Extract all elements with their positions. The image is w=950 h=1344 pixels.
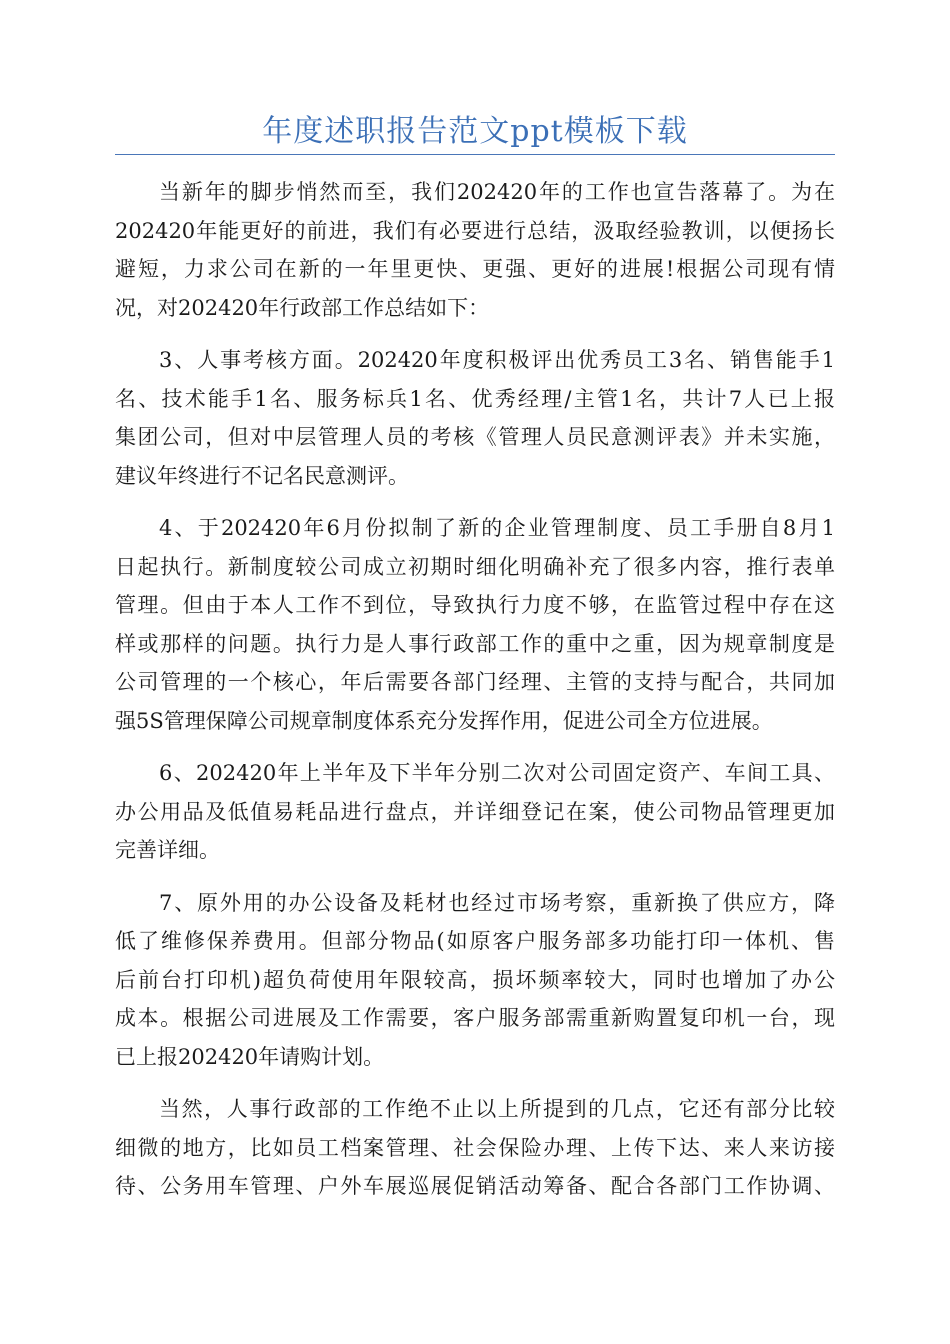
text-line: 7、原外用的办公设备及耗材也经过市场考察，重新换了供应方，降 bbox=[159, 890, 835, 915]
text-line: 公司管理的一个核心，年后需要各部门经理、主管的支持与配合，共同加 bbox=[115, 670, 835, 694]
text-line: 样或那样的问题。执行力是人事行政部工作的重中之重，因为规章制度是 bbox=[115, 631, 835, 656]
text-line: 办公用品及低值易耗品进行盘点，并详细登记在案，使公司物品管理更加 bbox=[115, 799, 835, 824]
text-line: 况，对202420年行政部工作总结如下： bbox=[115, 295, 490, 320]
document-body bbox=[115, 173, 835, 1220]
text-line: 当然，人事行政部的工作绝不止以上所提到的几点，它还有部分比较 bbox=[159, 1097, 835, 1121]
paragraph bbox=[115, 173, 835, 327]
text-line: 建议年终进行不记名民意测评。 bbox=[115, 463, 409, 488]
text-line: 细微的地方，比如员工档案管理、社会保险办理、上传下达、来人来访接 bbox=[115, 1135, 835, 1160]
paragraph bbox=[115, 509, 835, 740]
paragraph bbox=[115, 884, 835, 1077]
text-line: 当新年的脚步悄然而至，我们202420年的工作也宣告落幕了。为在 bbox=[159, 180, 835, 204]
text-line: 避短，力求公司在新的一年里更快、更强、更好的进展!根据公司现有情 bbox=[115, 257, 835, 281]
text-line: 名、技术能手1名、服务标兵1名、优秀经理/主管1名，共计7人已上报 bbox=[115, 386, 835, 411]
text-line: 4、于202420年6月份拟制了新的企业管理制度、员工手册自8月1 bbox=[159, 516, 835, 540]
paragraph bbox=[115, 754, 835, 870]
text-line: 6、202420年上半年及下半年分别二次对公司固定资产、车间工具、 bbox=[159, 761, 835, 785]
text-line: 日起执行。新制度较公司成立初期时细化明确补充了很多内容，推行表单 bbox=[115, 554, 835, 579]
paragraph bbox=[115, 341, 835, 495]
text-line: 已上报202420年请购计划。 bbox=[115, 1044, 385, 1069]
text-line: 完善详细。 bbox=[115, 838, 220, 862]
text-line: 后前台打印机)超负荷使用年限较高，损坏频率较大，同时也增加了办公 bbox=[115, 967, 835, 992]
text-line: 成本。根据公司进展及工作需要，客户服务部需重新购置复印机一台，现 bbox=[115, 1006, 835, 1030]
page-title: 年度述职报告范文ppt模板下载 bbox=[262, 114, 688, 149]
title-underline bbox=[115, 154, 835, 155]
text-line: 集团公司，但对中层管理人员的考核《管理人员民意测评表》并未实施， bbox=[115, 425, 835, 449]
paragraph bbox=[115, 1090, 835, 1206]
text-line: 强5S管理保障公司规章制度体系充分发挥作用，促进公司全方位进展。 bbox=[115, 708, 773, 733]
text-line: 202420年能更好的前进，我们有必要进行总结，汲取经验教训，以便扬长 bbox=[115, 218, 835, 243]
text-line: 3、人事考核方面。202420年度积极评出优秀员工3名、销售能手1 bbox=[159, 348, 835, 372]
text-line: 管理。但由于本人工作不到位，导致执行力度不够，在监管过程中存在这 bbox=[115, 593, 835, 617]
text-line: 低了维修保养费用。但部分物品(如原客户服务部多功能打印一体机、售 bbox=[115, 929, 835, 953]
text-line: 待、公务用车管理、户外车展巡展促销活动筹备、配合各部门工作协调、 bbox=[115, 1174, 835, 1198]
